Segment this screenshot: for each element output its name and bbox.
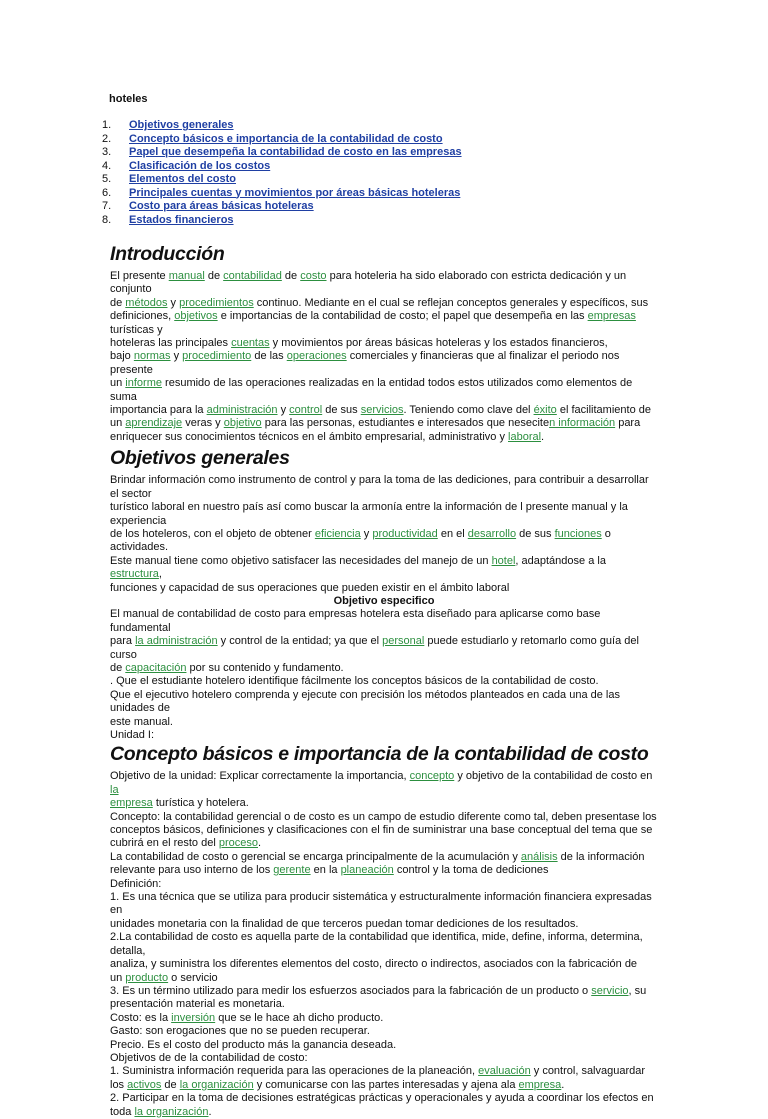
inline-link[interactable]: procedimientos — [179, 296, 254, 309]
text-line — [110, 501, 658, 528]
text-run: y comunicarse con las partes interesadas y ajena ala — [253, 1078, 519, 1091]
text-line — [110, 998, 658, 1011]
text-line — [110, 837, 658, 850]
text-run: que se le hace ah dicho producto. — [215, 1011, 384, 1024]
inline-link[interactable]: evaluación — [478, 1065, 531, 1078]
text-run: turístico laboral en nuestro país así como buscar la armonía entre la información de l presente manual y la experiencia — [110, 501, 628, 527]
text-run: puede estudiarlo y retomarlo como guía del curso — [110, 635, 639, 661]
text-run: bajo — [110, 350, 134, 363]
objetivo-especifico-paragraph — [110, 608, 658, 742]
text-run: por su contenido y fundamento. — [186, 661, 344, 674]
text-line — [110, 635, 658, 662]
text-run: de — [204, 270, 224, 282]
text-run: cubrirá en el resto del — [110, 837, 219, 850]
inline-link[interactable]: desarrollo — [467, 527, 517, 540]
text-line — [110, 1065, 658, 1078]
toc-link[interactable]: Estados financieros — [129, 213, 234, 226]
toc-item[interactable] — [102, 146, 658, 160]
text-run: un — [110, 377, 126, 390]
text-run: o servicio — [168, 971, 218, 984]
intro-paragraph — [110, 270, 658, 444]
text-run: y control, salvaguardar — [530, 1065, 646, 1078]
inline-link[interactable]: empresas — [587, 310, 636, 323]
text-run: o actividades. — [110, 527, 611, 554]
text-run: y — [360, 527, 373, 540]
document-body — [102, 93, 658, 1119]
inline-link[interactable]: la administración — [135, 635, 218, 648]
text-run: los — [110, 1078, 128, 1091]
text-run: , su — [628, 984, 647, 997]
text-line — [110, 985, 658, 998]
inline-link[interactable]: concepto — [409, 770, 455, 783]
inline-link[interactable]: hotel — [491, 554, 516, 567]
text-run: Definición: — [110, 877, 162, 890]
text-line — [110, 729, 658, 742]
toc-link[interactable]: Elementos del costo — [129, 173, 236, 185]
toc-number: 1. — [102, 119, 112, 131]
text-line — [110, 1079, 658, 1092]
text-line — [110, 337, 658, 350]
inline-link[interactable]: procedimiento — [182, 350, 252, 363]
text-line — [110, 350, 658, 377]
text-line — [110, 770, 658, 797]
text-run: de la información — [557, 850, 645, 863]
inline-link[interactable]: proceso — [218, 837, 258, 850]
inline-link[interactable]: empresa — [110, 797, 153, 810]
toc-item[interactable] — [102, 159, 658, 174]
text-line — [110, 528, 658, 555]
text-line — [110, 675, 658, 688]
text-run: veras y — [182, 417, 224, 430]
text-line — [110, 662, 658, 675]
text-run: Objetivos de de la contabilidad de costo: — [110, 1051, 308, 1064]
concepto-heading: Concepto básicos e importancia de la contabilidad de costo — [110, 743, 649, 766]
inline-link[interactable]: costo — [300, 270, 327, 282]
inline-link[interactable]: informe — [125, 377, 162, 390]
toc-item[interactable] — [102, 119, 658, 133]
table-of-contents — [102, 119, 658, 227]
inline-link[interactable]: servicio — [591, 984, 629, 997]
text-run: relevante para uso interno de los — [110, 864, 274, 877]
text-run: en el — [437, 527, 468, 540]
text-run: definiciones, — [110, 310, 175, 323]
concepto-paragraph — [110, 770, 658, 1119]
inline-link[interactable]: contabilidad — [223, 270, 282, 282]
text-run: el facilitamiento de — [556, 404, 651, 417]
text-run: de — [161, 1078, 180, 1091]
text-run: y — [170, 350, 183, 363]
intro-heading: Introducción — [110, 243, 225, 265]
text-run: y objetivo de la contabilidad de costo en — [454, 770, 653, 783]
inline-link[interactable]: eficiencia — [314, 527, 361, 540]
text-run: 1. Suministra información requerida para las operaciones de la planeación, — [110, 1065, 479, 1078]
text-line — [110, 582, 658, 595]
toc-item[interactable] — [102, 213, 658, 228]
inline-link[interactable]: gerente — [273, 864, 311, 877]
text-line — [110, 972, 658, 985]
text-run: . Que el estudiante hotelero identifique fácilmente los conceptos básicos de la contabilidad de costo. — [110, 675, 599, 688]
text-run: e importancias de la contabilidad de costo; el papel que desempeña en las — [217, 310, 588, 323]
inline-link[interactable]: cuentas — [231, 337, 270, 350]
inline-link[interactable]: métodos — [125, 296, 168, 309]
text-line — [110, 689, 658, 716]
text-run: , adaptándose a la — [515, 554, 606, 567]
toc-number: 7. — [102, 200, 112, 212]
text-run: . — [561, 1078, 565, 1091]
text-run: para — [615, 417, 641, 430]
text-run: Unidad I: — [110, 729, 155, 741]
text-run: . — [257, 837, 262, 850]
text-run: La contabilidad de costo o gerencial se encarga principalmente de la acumulación y — [110, 850, 521, 863]
text-line — [110, 431, 658, 444]
text-run: de — [281, 270, 301, 282]
text-run: Este manual tiene como objetivo satisfacer las necesidades del manejo de un — [110, 554, 492, 567]
inline-link[interactable]: capacitación — [125, 661, 187, 674]
text-line — [110, 310, 658, 337]
text-run: y movimientos por áreas básicas hoteleras y los estados financieros, — [269, 337, 608, 350]
text-run: 2.La contabilidad de costo es aquella parte de la contabilidad que identifica, mide, define, informa, determina, detalla, — [110, 931, 643, 957]
text-line — [110, 377, 658, 404]
inline-link[interactable]: la — [110, 783, 119, 796]
toc-item[interactable] — [102, 186, 658, 201]
toc-link[interactable]: Principales cuentas y movimientos por áreas básicas hoteleras — [129, 186, 461, 199]
text-run: Precio. Es el costo del producto más la ganancia deseada. — [110, 1038, 397, 1051]
toc-item[interactable] — [102, 132, 658, 147]
text-line — [110, 297, 658, 310]
text-run: unidades monetaria con la finalidad de que terceros puedan tomar dediciones de los resultados. — [110, 917, 579, 930]
text-line — [110, 555, 658, 582]
text-run: Brindar información como instrumento de control y para la toma de las dediciones, para contribuir a desarrollar el sector — [110, 474, 649, 500]
text-run: conceptos básicos, definiciones y clasificaciones con el fin de suministrar una base conceptual del tema que se — [110, 824, 653, 837]
objetivos-paragraph — [110, 474, 658, 595]
inline-link[interactable]: planeación — [340, 864, 394, 877]
text-line — [110, 1052, 658, 1065]
text-run: funciones y capacidad de sus operaciones que pueden existir en el ámbito laboral — [110, 581, 510, 594]
inline-link[interactable]: éxito — [533, 404, 557, 417]
inline-link[interactable]: empresa — [518, 1078, 562, 1091]
text-run: analiza, y suministra los diferentes elementos del costo, directo o indirectos, asociados con la fabricación de — [110, 958, 638, 971]
objetivo-especifico-heading: Objetivo especifico — [333, 594, 435, 607]
text-line — [110, 404, 658, 417]
inline-link[interactable]: operaciones — [286, 350, 347, 363]
toc-number: 2. — [102, 132, 112, 145]
text-line — [110, 878, 658, 891]
text-line — [110, 608, 658, 635]
text-line — [110, 851, 658, 864]
inline-link[interactable]: objetivos — [174, 310, 218, 323]
text-line — [110, 1106, 658, 1119]
text-run: . — [541, 430, 545, 443]
text-line — [110, 824, 658, 837]
text-run: 3. Es un término utilizado para medir los esfuerzos asociados para la fabricación de un producto o — [110, 984, 592, 997]
text-run: presentación material es monetaria. — [110, 998, 285, 1011]
text-line — [110, 931, 658, 958]
text-run: resumido de las operaciones realizadas en la entidad todos estos utilizados como elementos de suma — [110, 377, 633, 403]
text-run: Concepto: la contabilidad gerencial o de costo es un campo de estudio diferente como tal, deben presentase los — [110, 810, 657, 823]
inline-link[interactable]: inversión — [171, 1011, 216, 1024]
toc-item[interactable] — [102, 173, 658, 187]
text-line — [110, 716, 658, 729]
text-run: un — [110, 417, 126, 430]
text-line — [110, 797, 658, 810]
toc-item[interactable] — [102, 200, 658, 214]
text-run: . — [208, 1105, 212, 1118]
text-run: 1. Es una técnica que se utiliza para producir sistemática y estructuralmente información financiera expresadas en — [110, 891, 652, 917]
text-run: Objetivo de la unidad: Explicar correctamente la importancia, — [110, 770, 410, 783]
inline-link[interactable]: personal — [382, 635, 425, 648]
inline-link[interactable]: estructura — [110, 568, 159, 581]
text-run: para las personas, estudiantes e interesados que nesecite — [261, 417, 550, 430]
text-run: turísticas y — [110, 323, 163, 336]
toc-number: 5. — [102, 173, 112, 185]
text-run: y — [277, 404, 290, 417]
text-line — [110, 891, 658, 918]
inline-link[interactable]: manual — [168, 270, 205, 282]
text-run: hoteleras las principales — [110, 337, 232, 350]
text-run: un — [110, 971, 126, 984]
text-run: este manual. — [110, 715, 173, 728]
toc-link[interactable]: Concepto básicos e importancia de la contabilidad de costo — [129, 132, 443, 145]
text-run: de sus — [322, 404, 361, 417]
text-line — [110, 1039, 658, 1052]
text-run: importancia para la — [110, 404, 207, 417]
text-line — [110, 864, 658, 877]
text-run: de los hoteleros, con el objeto de obtener — [110, 527, 315, 540]
text-run: . Teniendo como clave del — [403, 404, 534, 417]
text-line — [110, 1012, 658, 1025]
inline-link[interactable]: activos — [127, 1078, 162, 1091]
text-run: de — [110, 296, 126, 309]
text-line — [110, 958, 658, 971]
toc-number: 4. — [102, 159, 112, 172]
text-line — [110, 270, 658, 297]
text-run: enriquecer sus conocimientos técnicos en el ámbito empresarial, administrativo y — [110, 430, 509, 443]
text-run: de sus — [516, 527, 555, 540]
text-run: de las — [251, 350, 287, 363]
inline-link[interactable]: productividad — [372, 527, 438, 540]
inline-link[interactable]: administración — [206, 404, 278, 417]
text-line — [110, 811, 658, 824]
text-run: El manual de contabilidad de costo para empresas hotelera esta diseñado para aplicarse como base fundamental — [110, 608, 601, 634]
toc-number: 6. — [102, 186, 112, 199]
inline-link[interactable]: n información — [549, 417, 616, 430]
inline-link[interactable]: laboral — [508, 430, 542, 443]
text-run: en la — [310, 864, 341, 877]
toc-number: 8. — [102, 213, 112, 226]
toc-link[interactable]: Costo para áreas básicas hoteleras — [129, 200, 314, 212]
text-run: comerciales y financieras que al finalizar el periodo nos presente — [110, 350, 620, 376]
text-run: Gasto: son erogaciones que no se pueden recuperar. — [110, 1025, 370, 1038]
inline-link[interactable]: producto — [125, 971, 169, 984]
inline-link[interactable]: objetivo — [223, 417, 262, 430]
text-run: Que el ejecutivo hotelero comprenda y ejecute con precisión los métodos planteados en cada una de las unidades de — [110, 688, 620, 715]
text-run: El presente — [110, 270, 169, 282]
inline-link[interactable]: control — [289, 404, 323, 417]
text-run: y control de la entidad; ya que el — [217, 635, 383, 648]
text-run: continuo. Mediante en el cual se reflejan conceptos generales y específicos, sus — [253, 296, 649, 309]
text-line — [110, 417, 658, 430]
inline-link[interactable]: normas — [133, 350, 171, 363]
text-line — [110, 1092, 658, 1105]
inline-link[interactable]: la organización — [134, 1105, 209, 1118]
toc-link[interactable]: Objetivos generales — [129, 119, 234, 131]
text-run: toda — [110, 1105, 135, 1118]
objetivos-heading: Objetivos generales — [110, 447, 290, 470]
text-run: 2. Participar en la toma de decisiones estratégicas prácticas y operacionales y ayuda a coordinar los efectos en — [110, 1092, 654, 1105]
toc-link[interactable]: Papel que desempeña la contabilidad de costo en las empresas — [129, 146, 462, 158]
text-run: turística y hotelera. — [152, 797, 249, 810]
text-line — [110, 474, 658, 501]
text-run: Costo: es la — [110, 1011, 172, 1024]
inline-link[interactable]: servicios — [360, 404, 404, 417]
text-run: para hoteleria ha sido elaborado con estricta dedicación y un conjunto — [110, 270, 627, 296]
text-run: , — [158, 568, 162, 581]
text-run: de — [110, 661, 126, 674]
text-run: y — [167, 296, 180, 309]
text-line — [110, 918, 658, 931]
text-run: para — [110, 635, 136, 648]
text-line — [110, 1025, 658, 1038]
inline-link[interactable]: la organización — [179, 1078, 254, 1091]
inline-link[interactable]: análisis — [520, 850, 558, 863]
toc-number: 3. — [102, 146, 112, 158]
doc-top-label: hoteles — [109, 93, 148, 105]
inline-link[interactable]: funciones — [554, 527, 602, 540]
text-run: control y la toma de dediciones — [393, 864, 549, 877]
toc-link[interactable]: Clasificación de los costos — [129, 159, 271, 172]
inline-link[interactable]: aprendizaje — [125, 417, 183, 430]
